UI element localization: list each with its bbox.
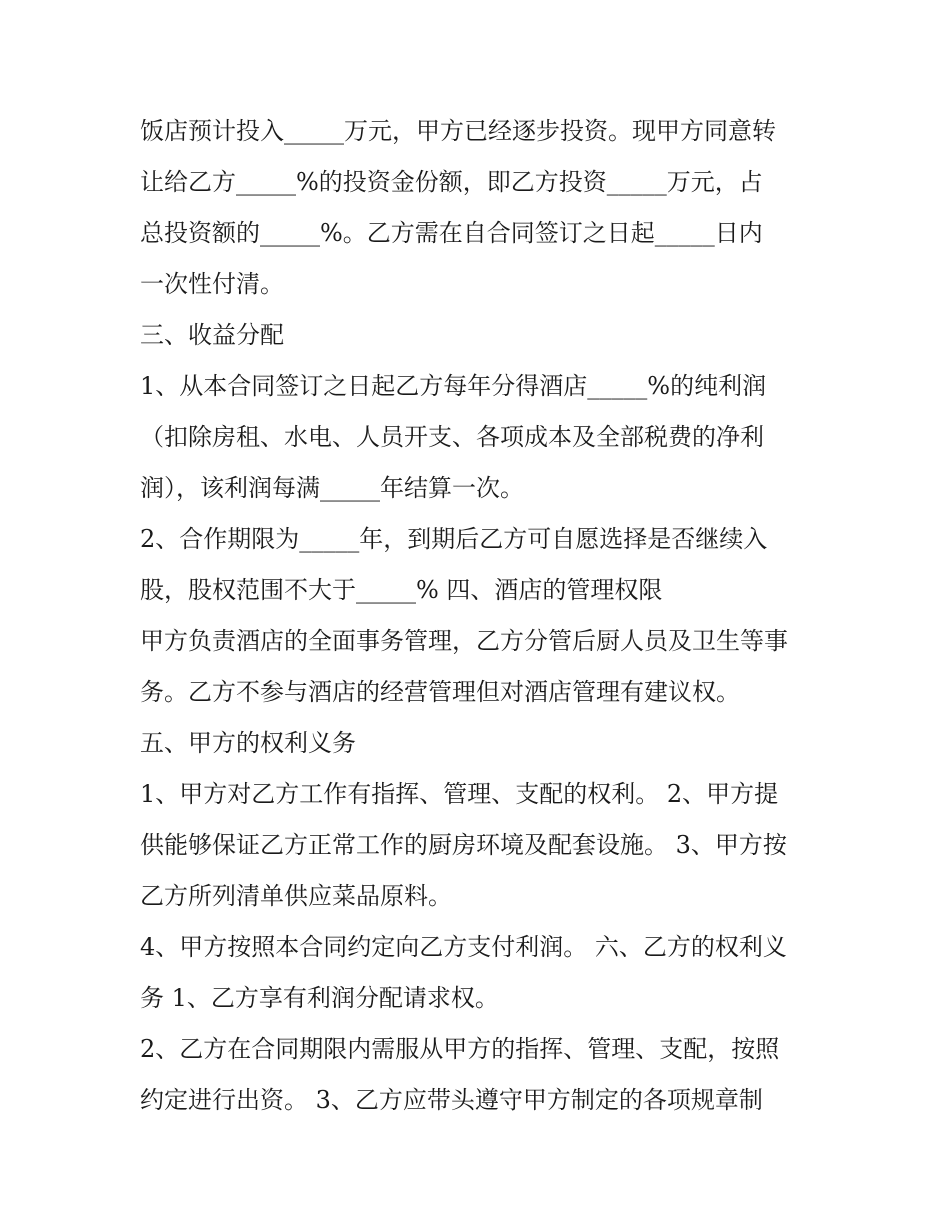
text-line: 让给乙方_____%的投资金份额，即乙方投资_____万元，占 — [140, 168, 763, 196]
text-line: 总投资额的_____%。乙方需在自合同签订之日起_____日内 — [140, 219, 763, 247]
text-line: 2、乙方在合同期限内需服从甲方的指挥、管理、支配，按照 — [140, 1035, 780, 1063]
contract-text — [140, 106, 820, 1126]
text-line: 1、甲方对乙方工作有指挥、管理、支配的权利。 2、甲方提 — [140, 780, 779, 808]
text-line: 2、合作期限为_____年，到期后乙方可自愿选择是否继续入 — [140, 525, 768, 553]
text-line: 务 1、乙方享有利润分配请求权。 — [140, 984, 499, 1012]
section-heading-party-a: 五、甲方的权利义务 — [140, 729, 356, 757]
text-line: 饭店预计投入_____万元，甲方已经逐步投资。现甲方同意转 — [140, 117, 776, 145]
text-line: （扣除房租、水电、人员开支、各项成本及全部税费的净利 — [140, 423, 764, 451]
text-line: 润），该利润每满_____年结算一次。 — [140, 474, 524, 502]
text-line: 1、从本合同签订之日起乙方每年分得酒店_____%的纯利润 — [140, 372, 767, 400]
text-line: 务。乙方不参与酒店的经营管理但对酒店管理有建议权。 — [140, 678, 740, 706]
text-line: 甲方负责酒店的全面事务管理，乙方分管后厨人员及卫生等事 — [140, 627, 788, 655]
text-line: 供能够保证乙方正常工作的厨房环境及配套设施。 3、甲方按 — [140, 831, 787, 859]
text-line: 一次性付清。 — [140, 270, 284, 298]
section-heading-revenue: 三、收益分配 — [140, 321, 284, 349]
text-line: 约定进行出资。 3、乙方应带头遵守甲方制定的各项规章制 — [140, 1086, 763, 1114]
text-line: 乙方所列清单供应菜品原料。 — [140, 882, 452, 910]
text-line: 股，股权范围不大于_____% 四、酒店的管理权限 — [140, 576, 663, 604]
text-line: 4、甲方按照本合同约定向乙方支付利润。 六、乙方的权利义 — [140, 933, 787, 961]
